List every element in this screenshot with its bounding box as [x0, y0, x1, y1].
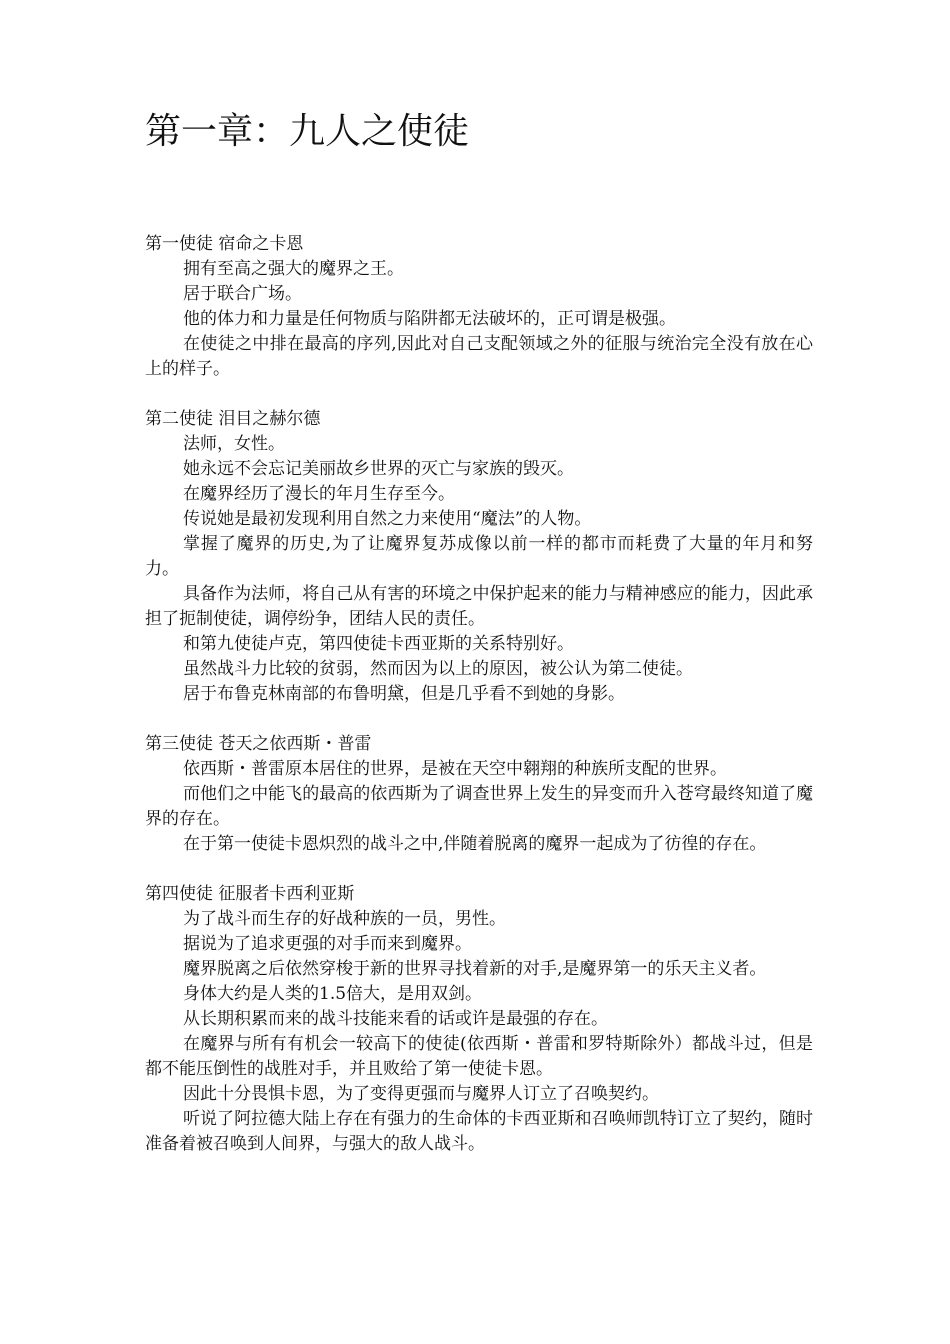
section-heading: 第一使徒 宿命之卡恩: [145, 234, 304, 254]
document-page: [145, 108, 813, 1182]
paragraph: 从长期积累而来的战斗技能来看的话或许是最强的存在。: [183, 1009, 608, 1029]
paragraph: 因此十分畏惧卡恩，为了变得更强而与魔界人订立了召唤契约。: [183, 1084, 659, 1104]
paragraph: 听说了阿拉德大陆上存在有强力的生命体的卡西亚斯和召唤师凯特订立了契约，随时准备着被召唤到人间界，与强大的敌人战斗。: [145, 1109, 813, 1154]
paragraph: 传说她是最初发现利用自然之力来使用“魔法”的人物。: [183, 509, 592, 529]
paragraph: 他的体力和力量是任何物质与陷阱都无法破坏的，正可谓是极强。: [183, 309, 676, 329]
section-apostle-4: [145, 882, 813, 1157]
paragraph: 在于第一使徒卡恩炽烈的战斗之中,伴随着脱离的魔界一起成为了彷徨的存在。: [183, 834, 767, 854]
section-apostle-3: [145, 732, 813, 857]
paragraph: 拥有至高之强大的魔界之王。: [183, 259, 404, 279]
paragraph: 法师，女性。: [183, 434, 285, 454]
section-apostle-1: [145, 232, 813, 382]
paragraph: 居于联合广场。: [183, 284, 302, 304]
paragraph: 在使徒之中排在最高的序列,因此对自己支配领域之外的征服与统治完全没有放在心上的样子。: [145, 334, 813, 379]
paragraph: 身体大约是人类的1.5倍大，是用双剑。: [183, 984, 483, 1004]
paragraph: 和第九使徒卢克，第四使徒卡西亚斯的关系特别好。: [183, 634, 574, 654]
section-heading: 第三使徒 苍天之依西斯・普雷: [145, 734, 372, 754]
paragraph: 具备作为法师，将自己从有害的环境之中保护起来的能力与精神感应的能力，因此承担了扼制使徒，调停纷争，团结人民的责任。: [145, 584, 813, 629]
paragraph: 据说为了追求更强的对手而来到魔界。: [183, 934, 472, 954]
paragraph: 居于布鲁克林南部的布鲁明黛，但是几乎看不到她的身影。: [183, 684, 625, 704]
paragraph: 而他们之中能飞的最高的依西斯为了调查世界上发生的异变而升入苍穹最终知道了魔界的存在。: [145, 784, 813, 829]
paragraph: 在魔界与所有有机会一较高下的使徒(依西斯・普雷和罗特斯除外）都战斗过，但是都不能压倒性的战胜对手，并且败给了第一使徒卡恩。: [145, 1034, 813, 1079]
paragraph: 掌握了魔界的历史,为了让魔界复苏成像以前一样的都市而耗费了大量的年月和努力。: [145, 534, 813, 579]
paragraph: 虽然战斗力比较的贫弱，然而因为以上的原因，被公认为第二使徒。: [183, 659, 693, 679]
paragraph: 她永远不会忘记美丽故乡世界的灭亡与家族的毁灭。: [183, 459, 574, 479]
paragraph: 在魔界经历了漫长的年月生存至今。: [183, 484, 455, 504]
paragraph: 为了战斗而生存的好战种族的一员，男性。: [183, 909, 506, 929]
paragraph: 依西斯・普雷原本居住的世界，是被在天空中翱翔的种族所支配的世界。: [183, 759, 727, 779]
section-heading: 第二使徒 泪目之赫尔德: [145, 409, 321, 429]
paragraph: 魔界脱离之后依然穿梭于新的世界寻找着新的对手,是魔界第一的乐天主义者。: [183, 959, 767, 979]
section-apostle-2: [145, 407, 813, 707]
chapter-title: 第一章：九人之使徒: [145, 111, 470, 152]
section-heading: 第四使徒 征服者卡西利亚斯: [145, 884, 355, 904]
